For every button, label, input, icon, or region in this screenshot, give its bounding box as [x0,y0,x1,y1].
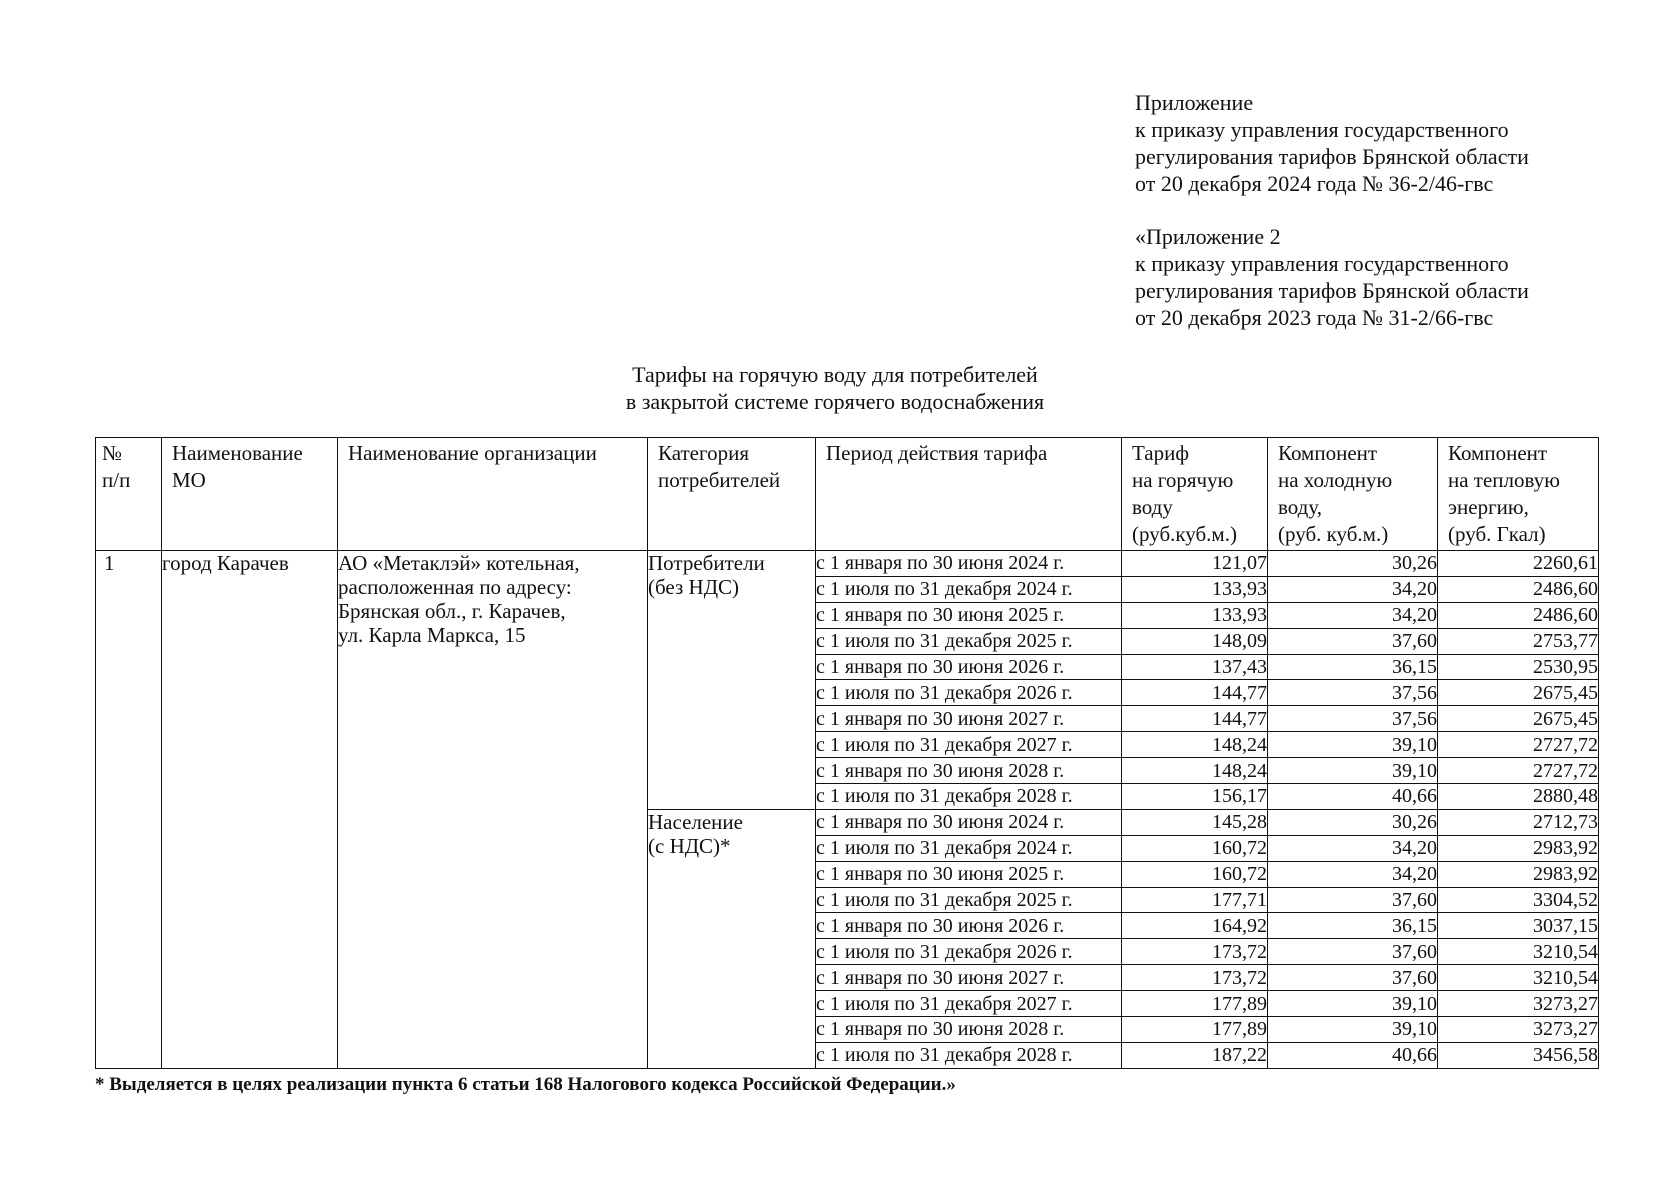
cell-tariff: 177,89 [1122,1017,1268,1043]
appendix-2-header [1135,223,1529,331]
cell-heat: 2727,72 [1438,732,1599,758]
title-line-2: в закрытой системе горячего водоснабжения [625,389,1045,414]
cell-heat: 2530,95 [1438,654,1599,680]
cell-heat: 3273,27 [1438,991,1599,1017]
cell-heat: 2675,45 [1438,680,1599,706]
cell-period: с 1 января по 30 июня 2026 г. [816,913,1122,939]
cell-cold: 37,60 [1268,887,1438,913]
cell-organization: АО «Метаклэй» котельная, расположенная по адресу: Брянская обл., г. Карачев, ул. Карла Маркса, 15 [338,551,648,1069]
header-tariff: Тариф на горячую воду (руб.куб.м.) [1122,438,1268,551]
cell-heat: 2727,72 [1438,758,1599,784]
cell-cold: 34,20 [1268,835,1438,861]
cell-period: с 1 января по 30 июня 2028 г. [816,758,1122,784]
tariff-table [95,437,1599,1069]
cell-period: с 1 июля по 31 декабря 2025 г. [816,628,1122,654]
cell-tariff: 148,24 [1122,758,1268,784]
cell-cold: 34,20 [1268,861,1438,887]
appendix-line: Приложение [1135,90,1254,115]
appendix-line: регулирования тарифов Брянской области [1135,278,1529,303]
cell-category-consumers: Потребители (без НДС) [648,551,816,810]
cell-period: с 1 июля по 31 декабря 2026 г. [816,939,1122,965]
cell-cold: 34,20 [1268,602,1438,628]
header-no: № п/п [96,438,162,551]
header-heat-component: Компонент на тепловую энергию, (руб. Гкал) [1438,438,1599,551]
cell-period: с 1 января по 30 июня 2027 г. [816,965,1122,991]
cell-heat: 2486,60 [1438,576,1599,602]
table-header-row [96,438,1599,551]
header-organization: Наименование организации [338,438,648,551]
cell-tariff: 173,72 [1122,939,1268,965]
cell-period: с 1 июля по 31 декабря 2027 г. [816,732,1122,758]
cell-cold: 30,26 [1268,551,1438,577]
cell-tariff: 137,43 [1122,654,1268,680]
cell-heat: 3210,54 [1438,965,1599,991]
cell-tariff: 148,09 [1122,628,1268,654]
cell-tariff: 148,24 [1122,732,1268,758]
cell-category-population: Население (с НДС)* [648,809,816,1068]
appendix-header [1135,89,1529,197]
cell-period: с 1 июля по 31 декабря 2024 г. [816,576,1122,602]
cell-period: с 1 июля по 31 декабря 2027 г. [816,991,1122,1017]
cell-cold: 37,60 [1268,939,1438,965]
cell-cold: 39,10 [1268,1017,1438,1043]
cell-period: с 1 января по 30 июня 2024 г. [816,809,1122,835]
footnote: * Выделяется в целях реализации пункта 6 статьи 168 Налогового кодекса Российской Федерации.» [95,1074,956,1095]
cell-cold: 37,60 [1268,628,1438,654]
cell-cold: 30,26 [1268,809,1438,835]
cell-tariff: 133,93 [1122,576,1268,602]
cell-heat: 2983,92 [1438,835,1599,861]
cell-heat: 3456,58 [1438,1042,1599,1068]
title-line-1: Тарифы на горячую воду для потребителей [632,362,1038,387]
cell-period: с 1 июля по 31 декабря 2026 г. [816,680,1122,706]
cell-tariff: 156,17 [1122,784,1268,810]
cell-period: с 1 января по 30 июня 2026 г. [816,654,1122,680]
cell-period: с 1 января по 30 июня 2025 г. [816,602,1122,628]
appendix-line: к приказу управления государственного [1135,251,1509,276]
header-cold-component: Компонент на холодную воду, (руб. куб.м.) [1268,438,1438,551]
cell-heat: 2486,60 [1438,602,1599,628]
cell-period: с 1 января по 30 июня 2027 г. [816,706,1122,732]
cell-cold: 34,20 [1268,576,1438,602]
cell-cold: 36,15 [1268,654,1438,680]
cell-heat: 2753,77 [1438,628,1599,654]
cell-heat: 2880,48 [1438,784,1599,810]
document-title [520,361,1150,415]
header-mo: Наименование МО [162,438,338,551]
cell-cold: 39,10 [1268,732,1438,758]
cell-heat: 3037,15 [1438,913,1599,939]
cell-tariff: 133,93 [1122,602,1268,628]
cell-cold: 39,10 [1268,991,1438,1017]
cell-cold: 40,66 [1268,1042,1438,1068]
cell-period: с 1 июля по 31 декабря 2025 г. [816,887,1122,913]
cell-tariff: 160,72 [1122,835,1268,861]
cell-heat: 2983,92 [1438,861,1599,887]
appendix-line: «Приложение 2 [1135,224,1281,249]
cell-tariff: 177,89 [1122,991,1268,1017]
cell-tariff: 173,72 [1122,965,1268,991]
cell-period: с 1 января по 30 июня 2024 г. [816,551,1122,577]
cell-cold: 37,60 [1268,965,1438,991]
cell-tariff: 144,77 [1122,706,1268,732]
cell-heat: 3210,54 [1438,939,1599,965]
cell-tariff: 145,28 [1122,809,1268,835]
cell-cold: 37,56 [1268,680,1438,706]
header-category: Категория потребителей [648,438,816,551]
cell-cold: 36,15 [1268,913,1438,939]
cell-period: с 1 июля по 31 декабря 2024 г. [816,835,1122,861]
header-period: Период действия тарифа [816,438,1122,551]
cell-heat: 3304,52 [1438,887,1599,913]
cell-tariff: 177,71 [1122,887,1268,913]
cell-cold: 39,10 [1268,758,1438,784]
appendix-line: к приказу управления государственного [1135,117,1509,142]
cell-tariff: 164,92 [1122,913,1268,939]
appendix-line: от 20 декабря 2024 года № 36-2/46-гвс [1135,171,1494,196]
cell-period: с 1 января по 30 июня 2025 г. [816,861,1122,887]
cell-heat: 2712,73 [1438,809,1599,835]
appendix-line: от 20 декабря 2023 года № 31-2/66-гвс [1135,305,1494,330]
cell-heat: 3273,27 [1438,1017,1599,1043]
appendix-line: регулирования тарифов Брянской области [1135,144,1529,169]
cell-tariff: 187,22 [1122,1042,1268,1068]
cell-cold: 37,56 [1268,706,1438,732]
cell-number: 1 [96,551,162,1069]
cell-period: с 1 января по 30 июня 2028 г. [816,1017,1122,1043]
cell-tariff: 121,07 [1122,551,1268,577]
table-row [96,551,1599,577]
cell-municipality: город Карачев [162,551,338,1069]
cell-tariff: 160,72 [1122,861,1268,887]
cell-period: с 1 июля по 31 декабря 2028 г. [816,784,1122,810]
cell-heat: 2675,45 [1438,706,1599,732]
cell-cold: 40,66 [1268,784,1438,810]
cell-tariff: 144,77 [1122,680,1268,706]
cell-heat: 2260,61 [1438,551,1599,577]
cell-period: с 1 июля по 31 декабря 2028 г. [816,1042,1122,1068]
